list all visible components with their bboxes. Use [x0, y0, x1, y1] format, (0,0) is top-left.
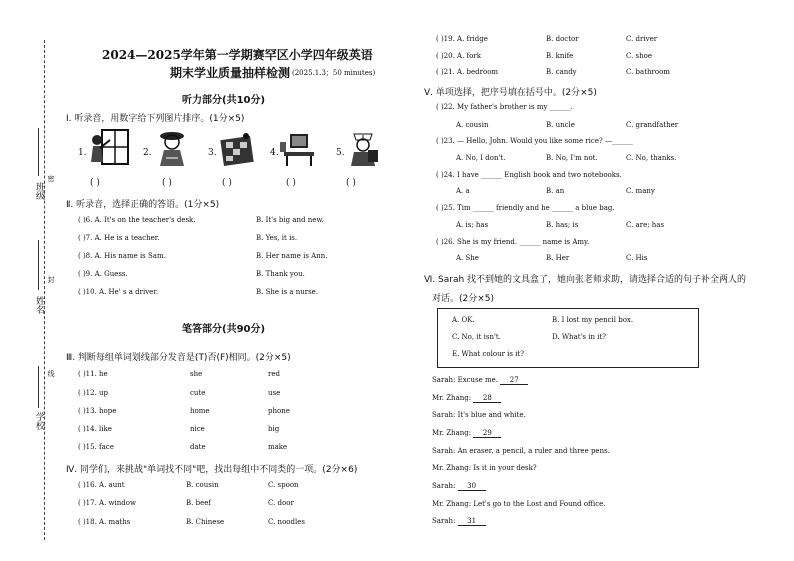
q14-word-2: nice [190, 425, 205, 433]
q23-option-c: C. No, thanks. [626, 154, 677, 162]
q23[interactable]: ( )23. — Hello, John. Would you like some rice? —______ [436, 137, 633, 145]
pic-answer-1[interactable]: ( ) [90, 178, 100, 188]
q21[interactable]: ( )21. A. bedroom [436, 68, 499, 76]
nurse-picture [342, 128, 384, 168]
q26-option-c: C. His [626, 254, 648, 262]
q11[interactable]: ( )11. he [78, 370, 108, 378]
q18[interactable]: ( )18. A. maths [78, 518, 131, 526]
q24[interactable]: ( )24. I have ______ English book and two notebooks. [436, 171, 622, 179]
chessboard-picture [216, 128, 258, 168]
q6-option-b: B. It's big and new. [256, 216, 324, 224]
class-write-line[interactable] [38, 128, 39, 176]
q22-option-b: B. uncle [546, 121, 575, 129]
q14[interactable]: ( )14. like [78, 425, 112, 433]
listening-header: 听力部分(共10分) [182, 95, 266, 106]
q26[interactable]: ( )26. She is my friend. ______ name is Amy. [436, 238, 590, 246]
pic-num-5: 5. [336, 148, 345, 158]
q14-word-3: big [268, 425, 280, 433]
dialog-line-4: Mr. Zhang: 29 [432, 429, 501, 438]
pic-num-4: 4. [270, 148, 279, 158]
q20[interactable]: ( )20. A. fork [436, 52, 481, 60]
option-a: A. OK. [452, 316, 475, 324]
writing-header: 笔答部分(共90分) [182, 324, 266, 335]
driver-picture [152, 128, 194, 168]
pic-answer-2[interactable]: ( ) [162, 178, 172, 188]
q20-option-b: B. knife [546, 52, 574, 60]
q16-option-c: C. spoon [268, 481, 299, 489]
class-label: 班级 [34, 182, 44, 200]
q8-option-b: B. Her name is Ann. [256, 252, 328, 260]
exam-title: 2024—2025学年第一学期赛罕区小学四年级英语 [102, 48, 373, 62]
option-d: D. What's in it? [552, 333, 607, 341]
seal-mark-1: 密 [47, 175, 55, 182]
q22-option-c: C. grandfather [626, 121, 679, 129]
blank-27[interactable]: 27 [500, 376, 528, 385]
q20-option-c: C. shoe [626, 52, 653, 60]
dialog-line-5: Sarah: An eraser, a pencil, a ruler and three pens. [432, 447, 610, 455]
dialog-line-8: Mr. Zhang: Let's go to the Lost and Found office. [432, 500, 606, 508]
blank-31[interactable]: 31 [458, 517, 486, 526]
q12-word-3: use [268, 389, 281, 397]
q17-option-c: C. door [268, 499, 294, 507]
name-label: 姓名 [34, 296, 44, 314]
dialog-line-3: Sarah: It's blue and white. [432, 411, 526, 419]
q7-option-b: B. Yes, it is. [256, 234, 298, 242]
q12[interactable]: ( )12. up [78, 389, 109, 397]
q26-option-a: A. She [456, 254, 479, 262]
part3-title: Ⅲ. 判断每组单词划线部分发音是(T)否(F)相同。(2分×5) [66, 353, 291, 363]
part1-title: Ⅰ. 听录音，用数字给下列图片排序。(1分×5) [66, 114, 245, 124]
q13-word-2: home [190, 407, 210, 415]
option-e: E. What colour is it? [452, 350, 525, 358]
part5-title: Ⅴ. 单项选择，把序号填在括号中。(2分×5) [424, 88, 597, 98]
q15[interactable]: ( )15. face [78, 443, 114, 451]
q15-word-3: make [268, 443, 288, 451]
q11-word-2: she [190, 370, 203, 378]
q26-option-b: B. Her [546, 254, 570, 262]
dialog-line-6: Mr. Zhang: Is it in your desk? [432, 464, 537, 472]
pic-answer-3[interactable]: ( ) [222, 178, 232, 188]
q25-option-a: A. is; has [456, 221, 489, 229]
blank-29[interactable]: 29 [473, 429, 501, 438]
dialog-line-2: Mr. Zhang: 28 [432, 394, 501, 403]
q21-option-b: B. candy [546, 68, 577, 76]
q22[interactable]: ( )22. My father's brother is my ______. [436, 103, 573, 111]
pic-num-3: 3. [208, 148, 217, 158]
q10-option-b: B. She is a nurse. [256, 288, 319, 296]
school-write-line[interactable] [38, 366, 39, 408]
q25-option-c: C. are; has [626, 221, 665, 229]
pic-num-1: 1. [78, 148, 87, 158]
q25[interactable]: ( )25. Tim ______ friendly and he ______ a blue bag. [436, 204, 615, 212]
q19[interactable]: ( )19. A. fridge [436, 35, 488, 43]
q23-option-a: A. No, I don't. [456, 154, 506, 162]
window-cleaning-picture [88, 128, 130, 168]
seal-mark-2: 封 [47, 276, 55, 283]
q11-word-3: red [268, 370, 280, 378]
name-write-line[interactable] [38, 240, 39, 290]
q9[interactable]: ( )9. A. Guess. [78, 270, 128, 278]
dialog-line-7: Sarah: 30 [432, 482, 486, 491]
part6-title-line2: 对话。(2分×5) [432, 294, 495, 304]
pic-num-2: 2. [143, 148, 152, 158]
q16[interactable]: ( )16. A. aunt [78, 481, 125, 489]
q13[interactable]: ( )13. hope [78, 407, 117, 415]
school-label: 学校 [34, 412, 44, 430]
q12-word-2: cute [190, 389, 206, 397]
part4-title: Ⅳ. 同学们，来挑战"单词找不同"吧，找出每组中不同类的一项。(2分×6) [66, 465, 358, 475]
q22-option-a: A. cousin [456, 121, 489, 129]
q6[interactable]: ( )6. A. It's on the teacher's desk. [78, 216, 196, 224]
binding-dashed-line [44, 40, 45, 540]
q21-option-c: C. bathroom [626, 68, 670, 76]
q17[interactable]: ( )17. A. window [78, 499, 136, 507]
q10[interactable]: ( )10. A. He' s a driver. [78, 288, 159, 296]
q24-option-a: A. a [456, 187, 470, 195]
q16-option-b: B. cousin [186, 481, 219, 489]
q24-option-c: C. many [626, 187, 655, 195]
seal-mark-3: 线 [47, 370, 55, 377]
part2-title: Ⅱ. 听录音，选择正确的答语。(1分×5) [66, 200, 220, 210]
q19-option-b: B. doctor [546, 35, 579, 43]
blank-30[interactable]: 30 [458, 482, 486, 491]
q18-option-b: B. Chinese [186, 518, 225, 526]
q18-option-c: C. noodles [268, 518, 305, 526]
option-c: C. No, it isn't. [452, 333, 501, 341]
dialog-line-1: Sarah: Excuse me. 27 [432, 376, 528, 385]
q7[interactable]: ( )7. A. He is a teacher. [78, 234, 160, 242]
exam-subtitle: 期末学业质量抽样检测 [170, 66, 291, 80]
pic-answer-4[interactable]: ( ) [286, 178, 296, 188]
blank-28[interactable]: 28 [473, 394, 501, 403]
q15-word-2: date [190, 443, 206, 451]
pic-answer-5[interactable]: ( ) [346, 178, 356, 188]
part6-title-line1: Ⅵ. Sarah 找不到她的文具盒了，她向张老师求助，请选择合适的句子补全两人的 [424, 275, 747, 285]
q9-option-b: B. Thank you. [256, 270, 305, 278]
computer-desk-picture [278, 128, 320, 168]
q24-option-b: B. an [546, 187, 565, 195]
q8[interactable]: ( )8. A. His name is Sam. [78, 252, 166, 260]
q19-option-c: C. driver [626, 35, 658, 43]
q17-option-b: B. beef [186, 499, 211, 507]
q23-option-b: B. No, I'm not. [546, 154, 598, 162]
option-b: B. I lost my pencil box. [552, 316, 634, 324]
exam-date-note: (2025.1.3；50 minutes) [292, 69, 376, 77]
q25-option-b: B. has; is [546, 221, 579, 229]
q13-word-3: phone [268, 407, 290, 415]
dialog-line-9: Sarah: 31 [432, 517, 486, 526]
